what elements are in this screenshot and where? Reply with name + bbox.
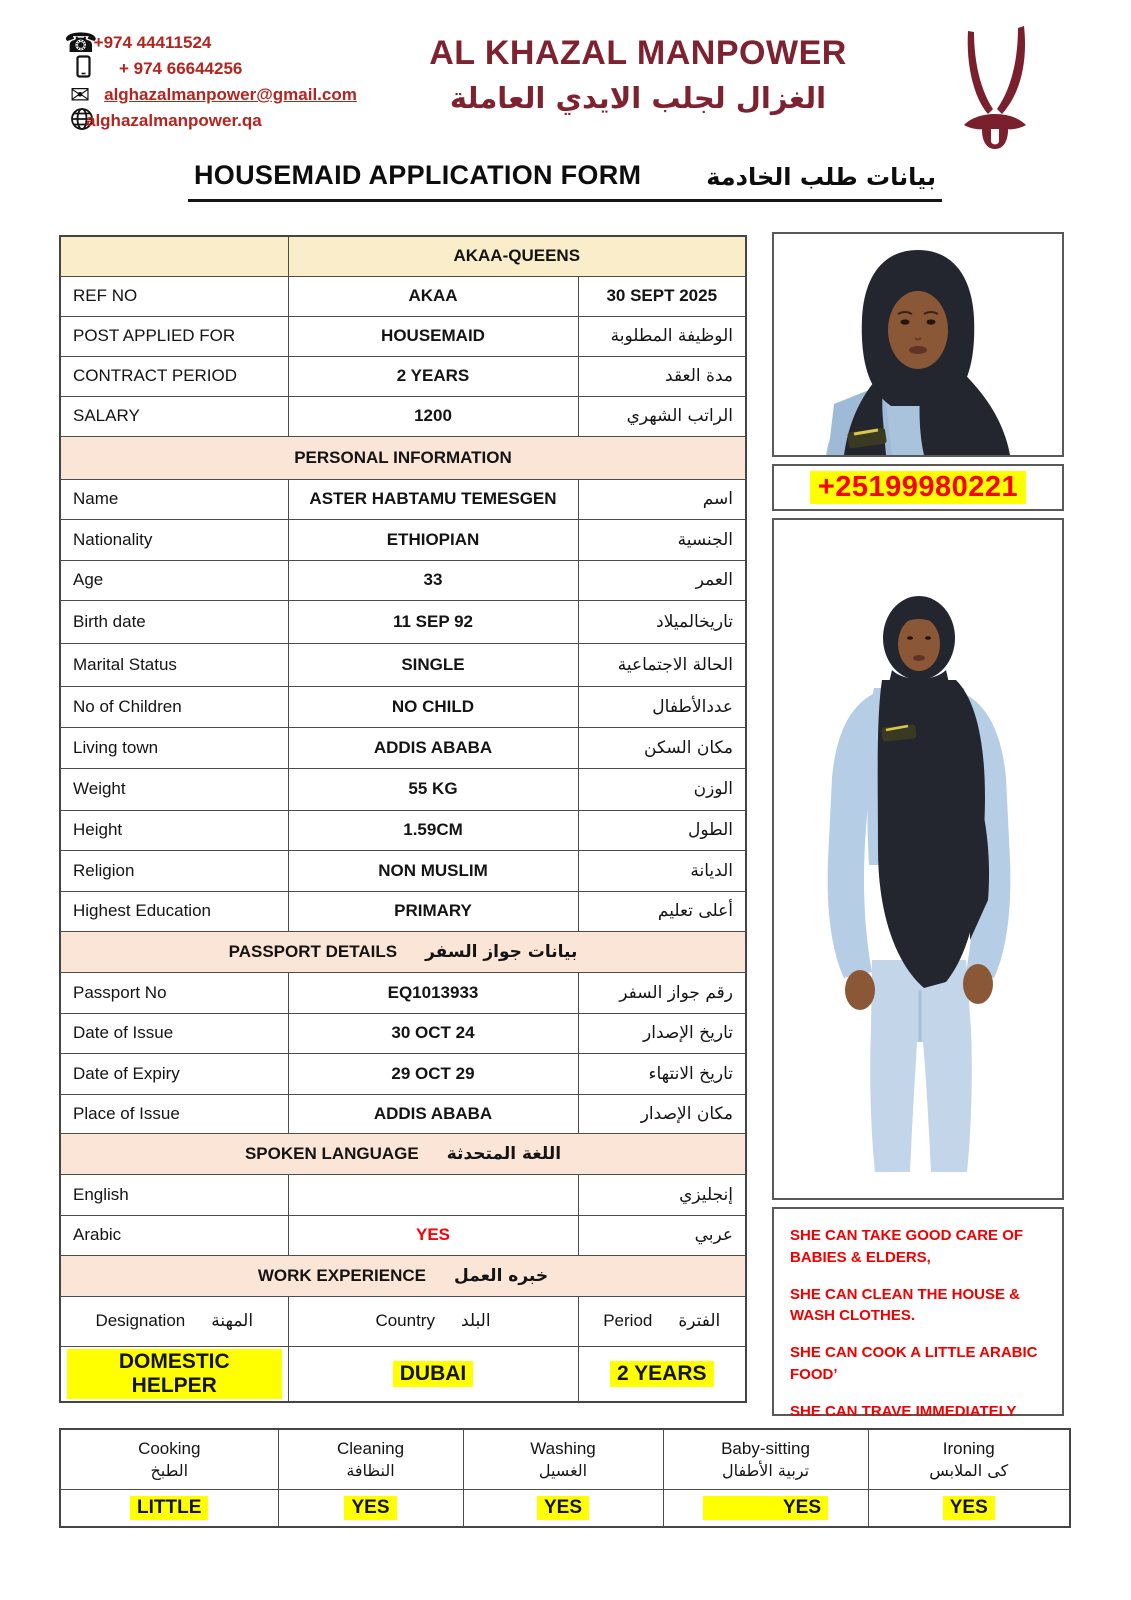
skills-table-body <box>60 1429 1070 1527</box>
phone-line <box>62 27 392 59</box>
field-label: Height <box>60 810 288 850</box>
skill-value-babysitting: YES <box>663 1489 868 1527</box>
field-value: YES <box>288 1215 578 1255</box>
field-label-ar: الطول <box>578 810 746 850</box>
skill-header-washing: Washing الغسيل <box>463 1429 663 1489</box>
field-label: Arabic <box>60 1215 288 1255</box>
col-header-designation: Designation المهنة <box>60 1296 288 1346</box>
oryx-logo-icon <box>912 26 1062 155</box>
field-label: English <box>60 1174 288 1215</box>
website-text[interactable]: alghazalmanpower.qa <box>86 111 262 130</box>
field-label-ar: عربي <box>578 1215 746 1255</box>
field-label-ar: تاريخالميلاد <box>578 600 746 643</box>
field-label: CONTRACT PERIOD <box>60 356 288 396</box>
experience-period: 2 YEARS <box>578 1346 746 1402</box>
mobile-phone-icon <box>76 55 119 83</box>
note-line: SHE CAN TRAVE IMMEDIATELY <box>790 1402 1017 1420</box>
website-line <box>62 108 392 134</box>
field-label-ar: مكان الإصدار <box>578 1094 746 1133</box>
field-label-ar: عددالأطفال <box>578 686 746 727</box>
field-value: 30 OCT 24 <box>288 1013 578 1053</box>
field-value <box>288 1174 578 1215</box>
application-date: 30 SEPT 2025 <box>578 276 746 316</box>
skill-header-cleaning: Cleaning النظافة <box>278 1429 463 1489</box>
skills-table <box>59 1428 1071 1528</box>
applicant-phone-number: +25199980221 <box>810 471 1026 504</box>
field-label: Date of Issue <box>60 1013 288 1053</box>
phone-number-text: +974 44411524 <box>93 33 212 52</box>
field-value: NO CHILD <box>288 686 578 727</box>
field-value: PRIMARY <box>288 891 578 931</box>
field-label: Marital Status <box>60 643 288 686</box>
skill-value-washing: YES <box>463 1489 663 1527</box>
field-label: SALARY <box>60 396 288 436</box>
section-header-passport: PASSPORT DETAILS بيانات جواز السفر <box>60 931 746 972</box>
field-value: 1200 <box>288 396 578 436</box>
field-label: Name <box>60 479 288 519</box>
field-value: 55 KG <box>288 768 578 810</box>
field-value: ETHIOPIAN <box>288 519 578 560</box>
skill-header-ironing: Ironing كى الملابس <box>868 1429 1070 1489</box>
company-name-ar: الغزال لجلب الايدي العاملة <box>449 81 827 115</box>
field-label: Weight <box>60 768 288 810</box>
skill-header-babysitting: Baby-sitting تربية الأطفال <box>663 1429 868 1489</box>
field-label-ar: تاريخ الانتهاء <box>578 1053 746 1094</box>
applicant-headshot-photo <box>772 232 1064 457</box>
field-label-ar: أعلى تعليم <box>578 891 746 931</box>
note-line: SHE CAN TAKE GOOD CARE OF BABIES & ELDERS, <box>790 1227 1024 1266</box>
field-label-ar: العمر <box>578 560 746 600</box>
company-brand <box>408 34 868 115</box>
notes-box <box>772 1207 1064 1420</box>
field-value: HOUSEMAID <box>288 316 578 356</box>
field-label-ar: الحالة الاجتماعية <box>578 643 746 686</box>
field-value: EQ1013933 <box>288 972 578 1013</box>
field-value: 29 OCT 29 <box>288 1053 578 1094</box>
note-line: SHE CAN COOK A LITTLE ARABIC FOOD’ <box>790 1344 1038 1383</box>
section-header-personal: PERSONAL INFORMATION <box>60 436 746 479</box>
field-value: ADDIS ABABA <box>288 727 578 768</box>
experience-country: DUBAI <box>288 1346 578 1402</box>
application-table-body <box>60 236 746 1402</box>
field-label-ar: مدة العقد <box>578 356 746 396</box>
field-value: 33 <box>288 560 578 600</box>
field-label-ar: رقم جواز السفر <box>578 972 746 1013</box>
field-label: POST APPLIED FOR <box>60 316 288 356</box>
section-header-experience: WORK EXPERIENCE خبره العمل <box>60 1255 746 1296</box>
field-label: No of Children <box>60 686 288 727</box>
form-title-en: HOUSEMAID APPLICATION FORM <box>194 160 642 190</box>
email-link[interactable]: alghazalmanpower@gmail.com <box>104 85 357 104</box>
field-label-ar: الوظيفة المطلوبة <box>578 316 746 356</box>
field-label-ar: الراتب الشهري <box>578 396 746 436</box>
field-label: Date of Expiry <box>60 1053 288 1094</box>
contact-phone-box <box>772 464 1064 511</box>
application-table <box>59 235 747 1403</box>
field-value: AKAA <box>288 276 578 316</box>
field-label: Highest Education <box>60 891 288 931</box>
company-name-en: AL KHAZAL MANPOWER <box>429 34 847 72</box>
skill-value-ironing: YES <box>868 1489 1070 1527</box>
applicant-fullbody-photo <box>772 518 1064 1200</box>
field-label: Birth date <box>60 600 288 643</box>
mobile-number-text: + 974 66644256 <box>119 59 243 78</box>
contact-block <box>62 27 392 134</box>
field-label-ar: تاريخ الإصدار <box>578 1013 746 1053</box>
skill-value-cleaning: YES <box>278 1489 463 1527</box>
field-label: REF NO <box>60 276 288 316</box>
field-label: Religion <box>60 850 288 891</box>
mobile-line <box>62 56 392 82</box>
field-value: 11 SEP 92 <box>288 600 578 643</box>
field-label-ar: الجنسية <box>578 519 746 560</box>
field-label: Place of Issue <box>60 1094 288 1133</box>
field-label-ar: الوزن <box>578 768 746 810</box>
field-value: SINGLE <box>288 643 578 686</box>
field-value: ADDIS ABABA <box>288 1094 578 1133</box>
col-header-country: Country البلد <box>288 1296 578 1346</box>
form-title <box>188 160 942 202</box>
envelope-icon: ✉ <box>70 81 91 109</box>
skill-value-cooking: LITTLE <box>60 1489 278 1527</box>
field-label: Passport No <box>60 972 288 1013</box>
field-value: NON MUSLIM <box>288 850 578 891</box>
field-label-ar: مكان السكن <box>578 727 746 768</box>
col-header-period: Period الفترة <box>578 1296 746 1346</box>
agency-name-cell: AKAA-QUEENS <box>288 236 746 276</box>
field-label: Nationality <box>60 519 288 560</box>
telephone-icon: ☎ <box>64 27 98 59</box>
field-label: Living town <box>60 727 288 768</box>
field-value: 1.59CM <box>288 810 578 850</box>
field-label-ar: اسم <box>578 479 746 519</box>
note-line: SHE CAN CLEAN THE HOUSE & WASH CLOTHES. <box>790 1285 1021 1325</box>
field-value: ASTER HABTAMU TEMESGEN <box>288 479 578 519</box>
section-header-language: SPOKEN LANGUAGE اللغة المتحدثة <box>60 1133 746 1174</box>
skill-header-cooking: Cooking الطبخ <box>60 1429 278 1489</box>
form-title-ar: بيانات طلب الخادمة <box>706 163 936 191</box>
agency-empty-cell <box>60 236 288 276</box>
field-label-ar: الديانة <box>578 850 746 891</box>
field-label-ar: إنجليزي <box>578 1174 746 1215</box>
email-line <box>62 82 392 108</box>
field-label: Age <box>60 560 288 600</box>
experience-designation: DOMESTIC HELPER <box>60 1346 288 1402</box>
globe-icon <box>62 107 86 136</box>
field-value: 2 YEARS <box>288 356 578 396</box>
